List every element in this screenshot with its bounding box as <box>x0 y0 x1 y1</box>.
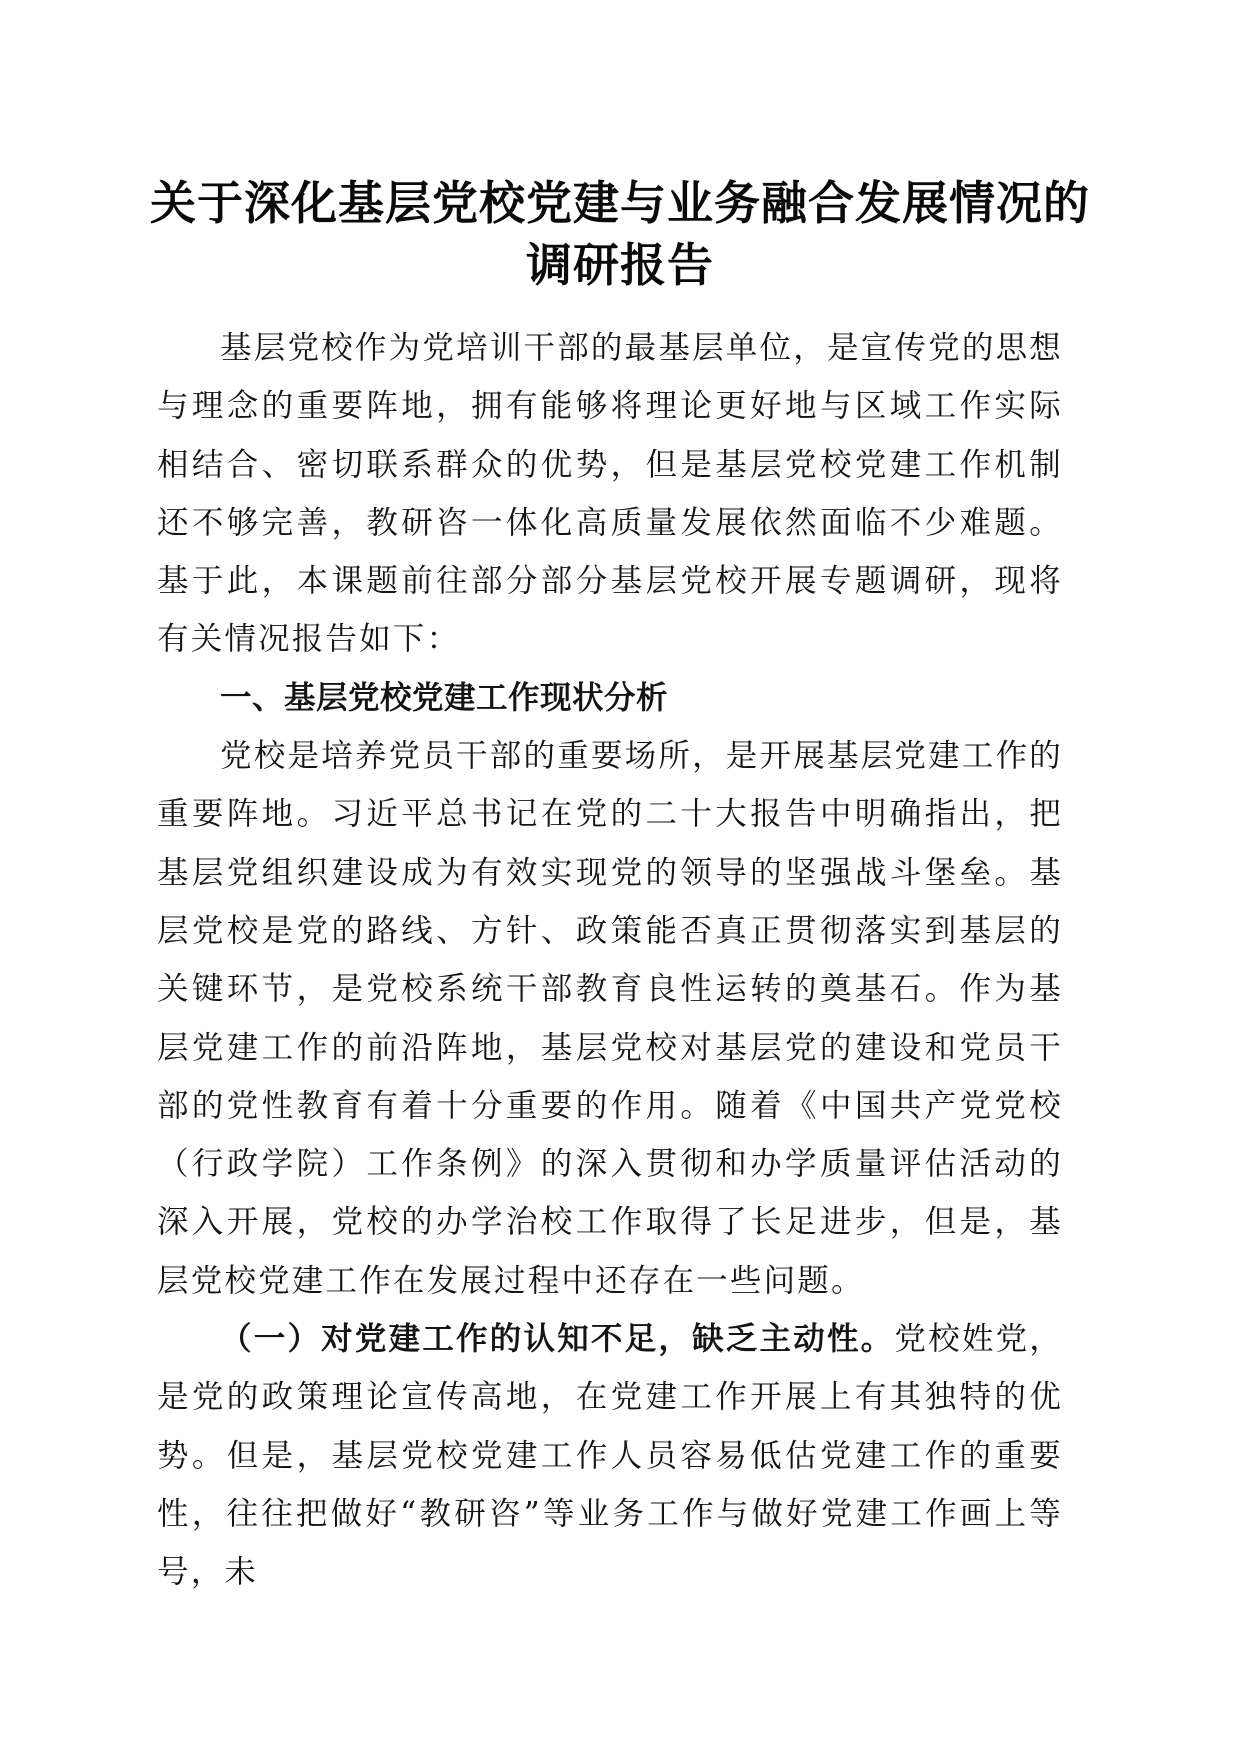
section-1-paragraph: 党校是培养党员干部的重要场所，是开展基层党建工作的重要阵地。习近平总书记在党的二十大报告中明确指出，把基层党组织建设成为有效实现党的领导的坚强战斗堡垒。基层党校是党的路线、方针、政策能否真正贯彻落实到基层的关键环节，是党校系统干部教育良性运转的奠基石。作为基层党建工作的前沿阵地，基层党校对基层党的建设和党员干部的党性教育有着十分重要的作用。随着《中国共产党党校（行政学院）工作条例》的深入贯彻和办学质量评估活动的深入开展，党校的办学治校工作取得了长足进步，但是，基层党校党建工作在发展过程中还存在一些问题。 <box>157 738 1063 1299</box>
subsection-1-body: 党校姓党，是党的政策理论宣传高地，在党建工作开展上有其独特的优势。但是，基层党校党建工作人员容易低估党建工作的重要性，往往把做好“教研咨”等业务工作与做好党建工作画上等号，未 <box>157 1321 1063 1591</box>
document-title <box>150 172 1090 296</box>
subsection-1-paragraph <box>157 1310 1063 1601</box>
section-1-heading: 一、基层党校党建工作现状分析 <box>220 679 669 716</box>
document-body <box>157 319 1063 1602</box>
subsection-1-lead: （一）对党建工作的认知不足，缺乏主动性。 <box>220 1321 895 1358</box>
document-title-line-1: 关于深化基层党校党建与业务融合发展情况的 <box>150 176 1090 230</box>
intro-paragraph: 基层党校作为党培训干部的最基层单位，是宣传党的思想与理念的重要阵地，拥有能够将理论更好地与区域工作实际相结合、密切联系群众的优势，但是基层党校党建工作机制还不够完善，教研咨一体化高质量发展依然面临不少难题。基于此，本课题前往部分部分基层党校开展专题调研，现将有关情况报告如下： <box>157 330 1063 658</box>
document-title-line-2: 调研报告 <box>526 238 714 292</box>
